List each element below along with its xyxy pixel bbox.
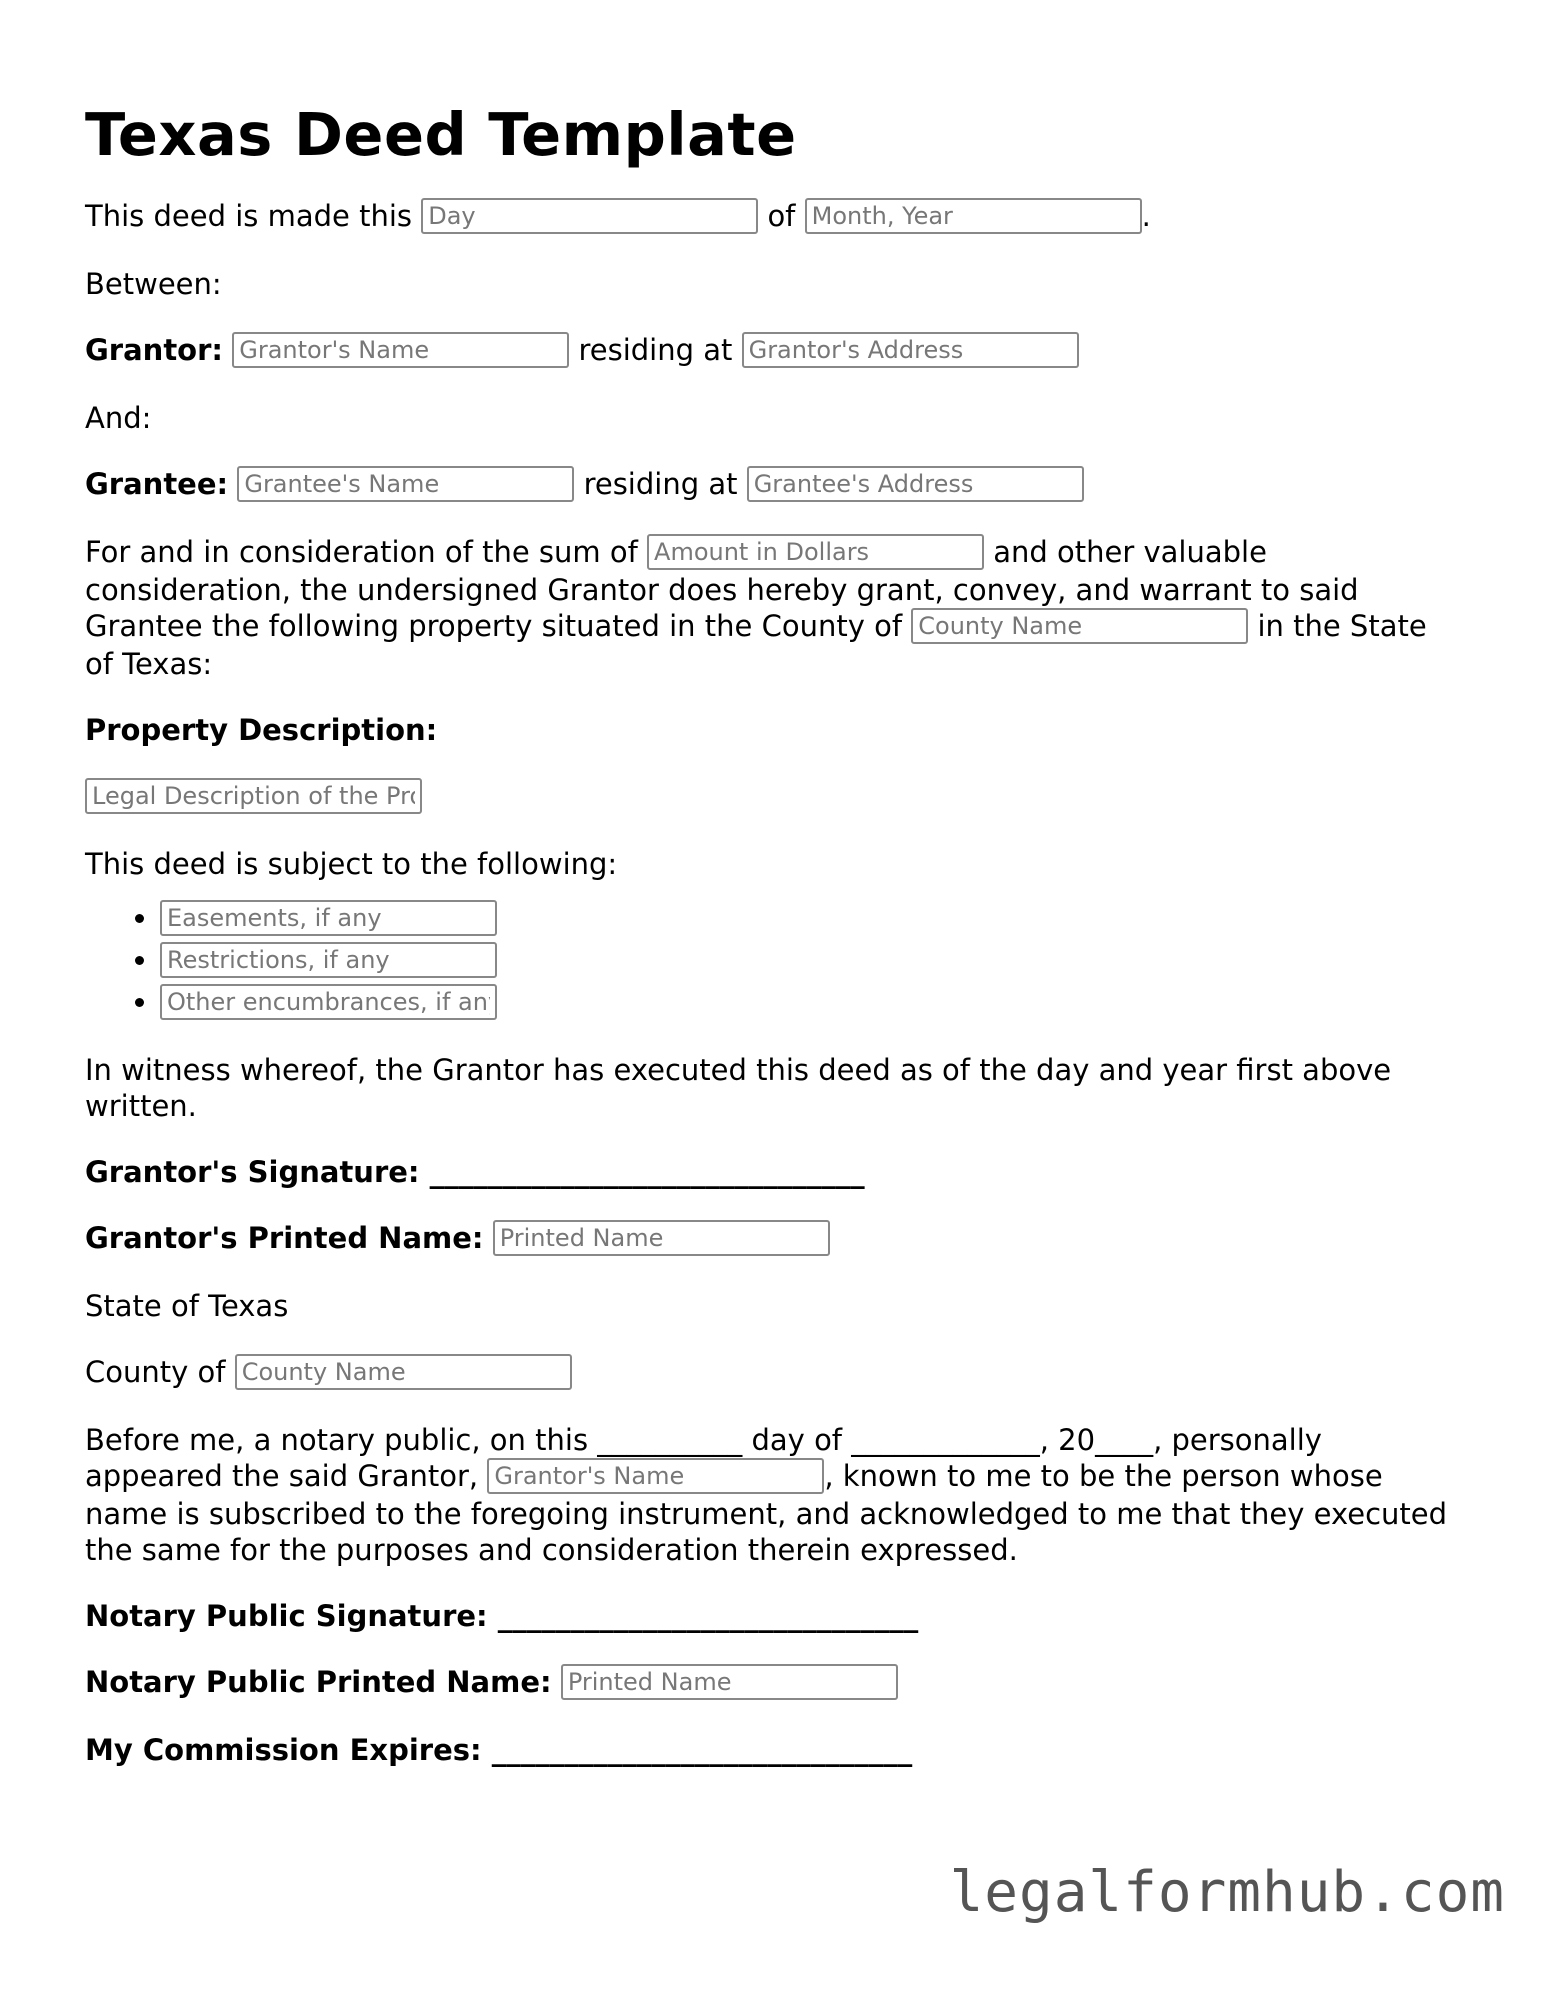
grantor-row xyxy=(85,332,1455,370)
grantee-row xyxy=(85,466,1455,504)
county-row xyxy=(85,1354,1455,1392)
witness-paragraph: In witness whereof, the Grantor has executed this deed as of the day and year first above written. xyxy=(85,1053,1392,1123)
day-input[interactable] xyxy=(421,198,758,234)
amount-input[interactable] xyxy=(647,534,984,570)
deed-document xyxy=(85,100,1455,1798)
list-item xyxy=(160,984,1455,1022)
property-heading-text: Property Description: xyxy=(85,713,438,747)
list-item xyxy=(160,900,1455,938)
grantee-residing-text: residing at xyxy=(583,467,738,501)
month-year-input[interactable] xyxy=(805,198,1142,234)
list-item xyxy=(160,942,1455,980)
page-title: Texas Deed Template xyxy=(85,100,797,169)
notary-printed-row xyxy=(85,1664,1455,1702)
intro-text: This deed is made this xyxy=(85,199,412,233)
easements-input[interactable] xyxy=(160,900,497,936)
intro-period: . xyxy=(1141,199,1151,233)
property-description-row xyxy=(85,778,1455,816)
grantor-signature-row xyxy=(85,1154,1455,1190)
and-label: And: xyxy=(85,401,152,435)
intro-of-text: of xyxy=(767,199,796,233)
grantor-signature-label: Grantor's Signature: ______________________________ xyxy=(85,1155,865,1189)
between-label: Between: xyxy=(85,267,222,301)
grantor-printed-row xyxy=(85,1220,1455,1258)
consideration-paragraph xyxy=(85,534,1455,682)
restrictions-input[interactable] xyxy=(160,942,497,978)
commission-label: My Commission Expires: _____________________________ xyxy=(85,1733,913,1767)
notary-signature-line[interactable]: _____________________________ xyxy=(497,1599,919,1633)
notary-paragraph xyxy=(85,1422,1455,1568)
subject-list xyxy=(85,900,1455,1022)
consideration-text-2: and other valuable consideration, the undersigned Grantor does hereby grant, convey, and warrant to said Grantee the following property situated in the County of xyxy=(85,535,1359,643)
consideration-text-1: For and in consideration of the sum of xyxy=(85,535,638,569)
grantor-label: Grantor: xyxy=(85,333,224,367)
commission-line[interactable]: _____________________________ xyxy=(491,1733,913,1767)
grantor-residing-text: residing at xyxy=(578,333,733,367)
notary-signature-row xyxy=(85,1598,1455,1634)
grantor-signature-line[interactable]: ______________________________ xyxy=(429,1155,865,1189)
grantor-printed-name-input[interactable] xyxy=(493,1220,830,1256)
consideration-text-3: in the State of Texas: xyxy=(85,609,1427,681)
state-text: State of Texas xyxy=(85,1289,289,1323)
property-description-input[interactable] xyxy=(85,778,422,814)
notary-signature-label: Notary Public Signature: _____________________________ xyxy=(85,1599,919,1633)
notary-printed-name-input[interactable] xyxy=(561,1664,898,1700)
grantor-printed-label: Grantor's Printed Name: xyxy=(85,1221,484,1255)
notary-printed-label: Notary Public Printed Name: xyxy=(85,1665,552,1699)
subject-text: This deed is subject to the following: xyxy=(85,847,618,881)
watermark: legalformhub.com xyxy=(949,1860,1505,1925)
intro-paragraph xyxy=(85,198,1455,236)
grantee-label: Grantee: xyxy=(85,467,229,501)
grantor-address-input[interactable] xyxy=(742,332,1079,368)
grantee-name-input[interactable] xyxy=(237,466,574,502)
notary-text-1: Before me, a notary public, on this __________ day of _____________, 20____, personally appeared the said Grantor, xyxy=(85,1423,1322,1493)
property-county-input[interactable] xyxy=(911,608,1248,644)
property-heading xyxy=(85,712,1455,748)
county-input[interactable] xyxy=(235,1354,572,1390)
commission-row xyxy=(85,1732,1455,1768)
encumbrances-input[interactable] xyxy=(160,984,497,1020)
county-label: County of xyxy=(85,1355,226,1389)
notary-grantor-name-input[interactable] xyxy=(487,1458,824,1494)
notary-text-2: , known to me to be the person whose name is subscribed to the foregoing instrument, and acknowledged to me that they executed the same for the purposes and consideration therein expressed. xyxy=(85,1459,1448,1567)
grantee-address-input[interactable] xyxy=(747,466,1084,502)
grantor-name-input[interactable] xyxy=(232,332,569,368)
